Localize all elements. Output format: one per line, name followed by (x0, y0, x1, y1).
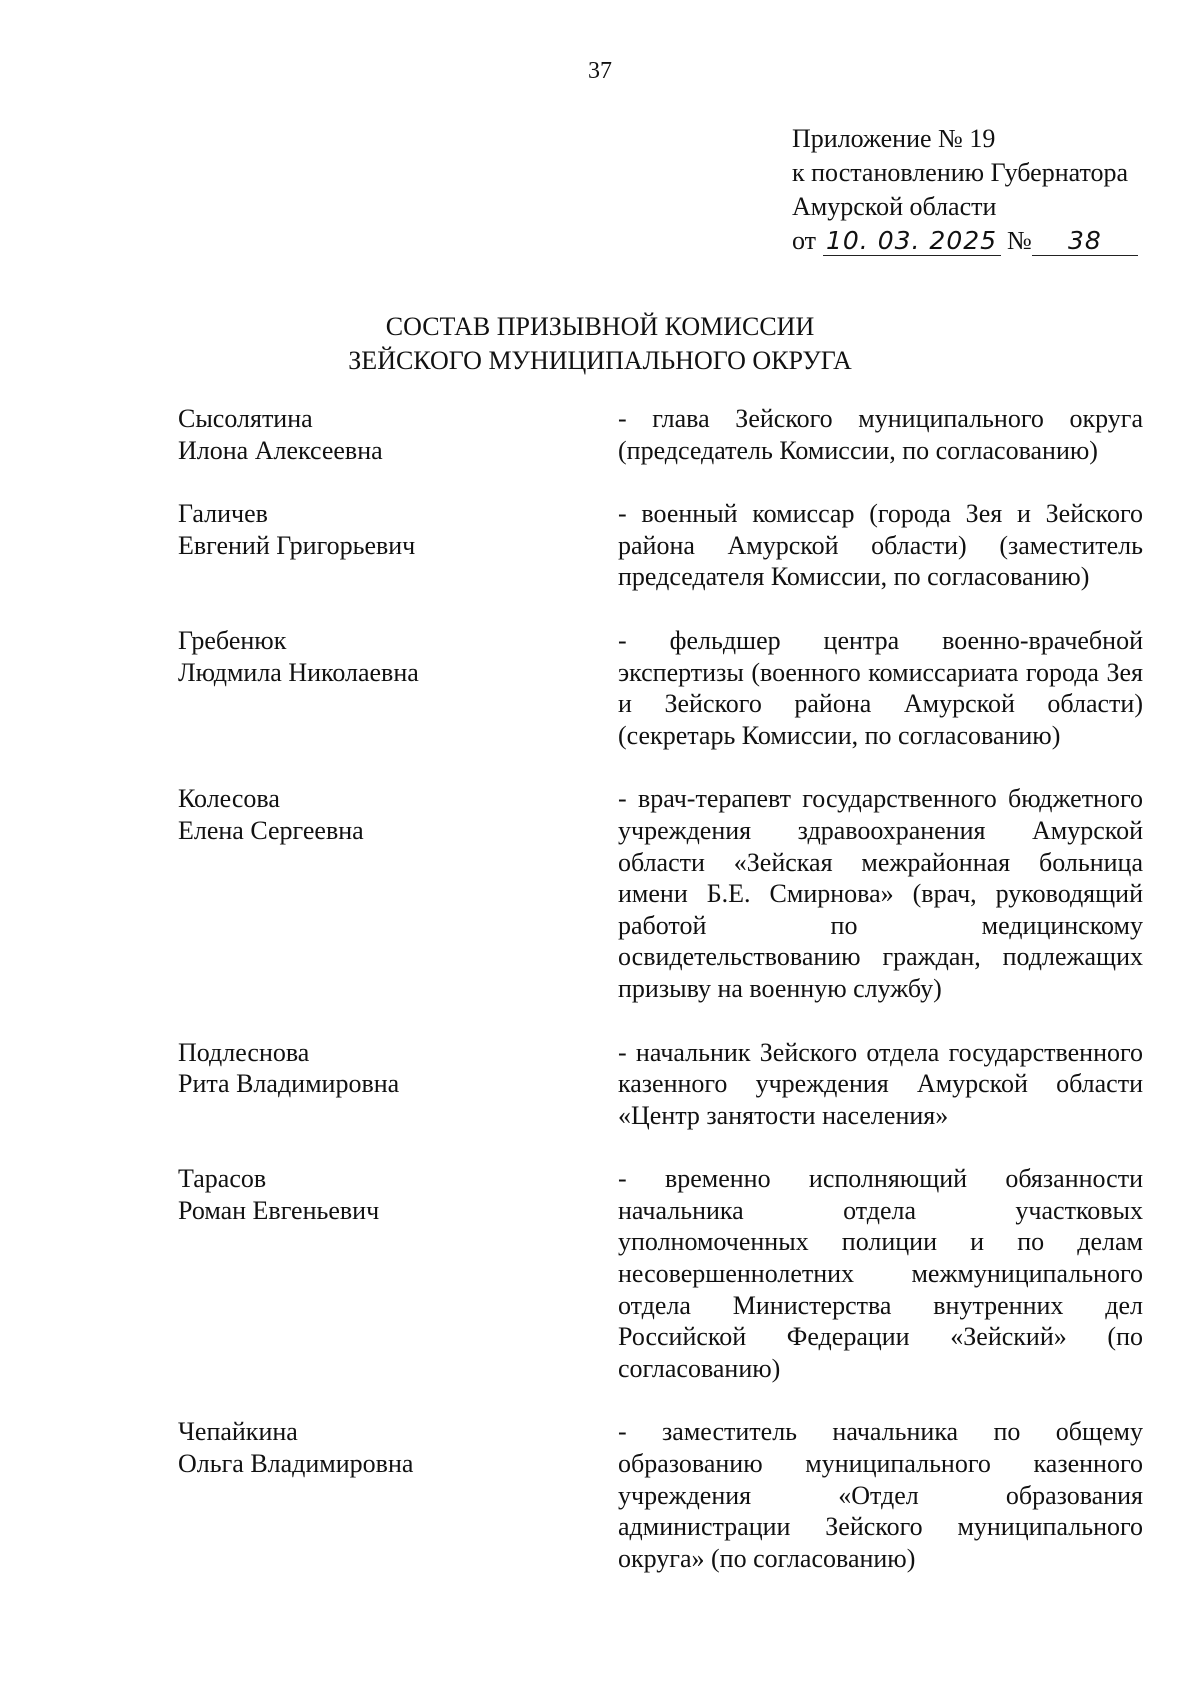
member-surname: Подлеснова (178, 1037, 310, 1067)
member-role: - глава Зейского муниципального округа (председатель Комиссии, по согласованию) (618, 404, 1143, 465)
page-number: 37 (588, 58, 612, 84)
handwritten-date: 10. 03. 2025 (823, 227, 1001, 256)
member-surname: Тарасов (178, 1164, 267, 1194)
member-row (178, 1037, 1143, 1132)
member-given-name: Роман Евгеньевич (178, 1195, 380, 1225)
handwritten-number: 38 (1032, 227, 1138, 256)
member-given-name: Елена Сергеевна (178, 815, 364, 845)
member-name (178, 1416, 598, 1574)
member-given-name: Евгений Григорьевич (178, 530, 416, 560)
date-prefix: от (792, 226, 817, 255)
appendix-region: Амурской области (792, 192, 997, 221)
document-title (0, 310, 1200, 378)
title-line-2: ЗЕЙСКОГО МУНИЦИПАЛЬНОГО ОКРУГА (348, 346, 852, 375)
member-name (178, 403, 598, 466)
appendix-resolution: к постановлению Губернатора (792, 158, 1129, 187)
member-surname: Сысолятина (178, 404, 313, 433)
member-role: - временно исполняющий обязанности начальника отдела участковых уполномоченных полиции и по делам несовершеннолетних межмуниципального отдела Министерства внутренних дел Российской Федерации «Зейский» (по согласованию) (618, 1164, 1143, 1383)
member-surname: Гребенюк (178, 625, 287, 655)
commission-members (178, 403, 1143, 1574)
appendix-date-line (792, 224, 1138, 258)
number-prefix: № (1007, 226, 1032, 255)
member-surname: Галичев (178, 499, 268, 529)
member-role: - заместитель начальника по общему образованию муниципального казенного учреждения «Отдел образования администрации Зейского муниципального округа» (по согласованию) (618, 1417, 1143, 1573)
member-name (178, 625, 598, 751)
member-name (178, 1037, 598, 1132)
member-row (178, 1163, 1143, 1384)
member-row (178, 403, 1143, 466)
appendix-number: Приложение № 19 (792, 124, 996, 153)
member-surname: Чепайкина (178, 1417, 298, 1447)
member-role: - врач-терапевт государственного бюджетного учреждения здравоохранения Амурской области «Зейская межрайонная больница имени Б.Е. Смирнова» (врач, руководящий работой по медицинскому освидетельствованию граждан, подлежащих призыву на военную службу) (618, 784, 1143, 1003)
member-role: - фельдшер центра военно-врачебной экспертизы (военного комиссариата города Зея и Зейского района Амурской области) (секретарь Комиссии, по согласованию) (618, 625, 1143, 750)
member-row (178, 1416, 1143, 1574)
member-surname: Колесова (178, 784, 280, 814)
appendix-header (792, 122, 1138, 258)
member-given-name: Ольга Владимировна (178, 1449, 414, 1479)
member-name (178, 1163, 598, 1384)
member-row (178, 783, 1143, 1004)
member-name (178, 498, 598, 593)
title-line-1: СОСТАВ ПРИЗЫВНОЙ КОМИССИИ (385, 312, 815, 341)
member-given-name: Рита Владимировна (178, 1069, 400, 1099)
member-name (178, 783, 598, 1004)
member-given-name: Илона Алексеевна (178, 435, 383, 465)
member-given-name: Людмила Николаевна (178, 657, 419, 687)
member-row (178, 498, 1143, 593)
member-role: - военный комиссар (города Зея и Зейского района Амурской области) (заместитель председателя Комиссии, по согласованию) (618, 499, 1143, 592)
member-row (178, 625, 1143, 751)
member-role: - начальник Зейского отдела государственного казенного учреждения Амурской области «Центр занятости населения» (618, 1037, 1143, 1130)
